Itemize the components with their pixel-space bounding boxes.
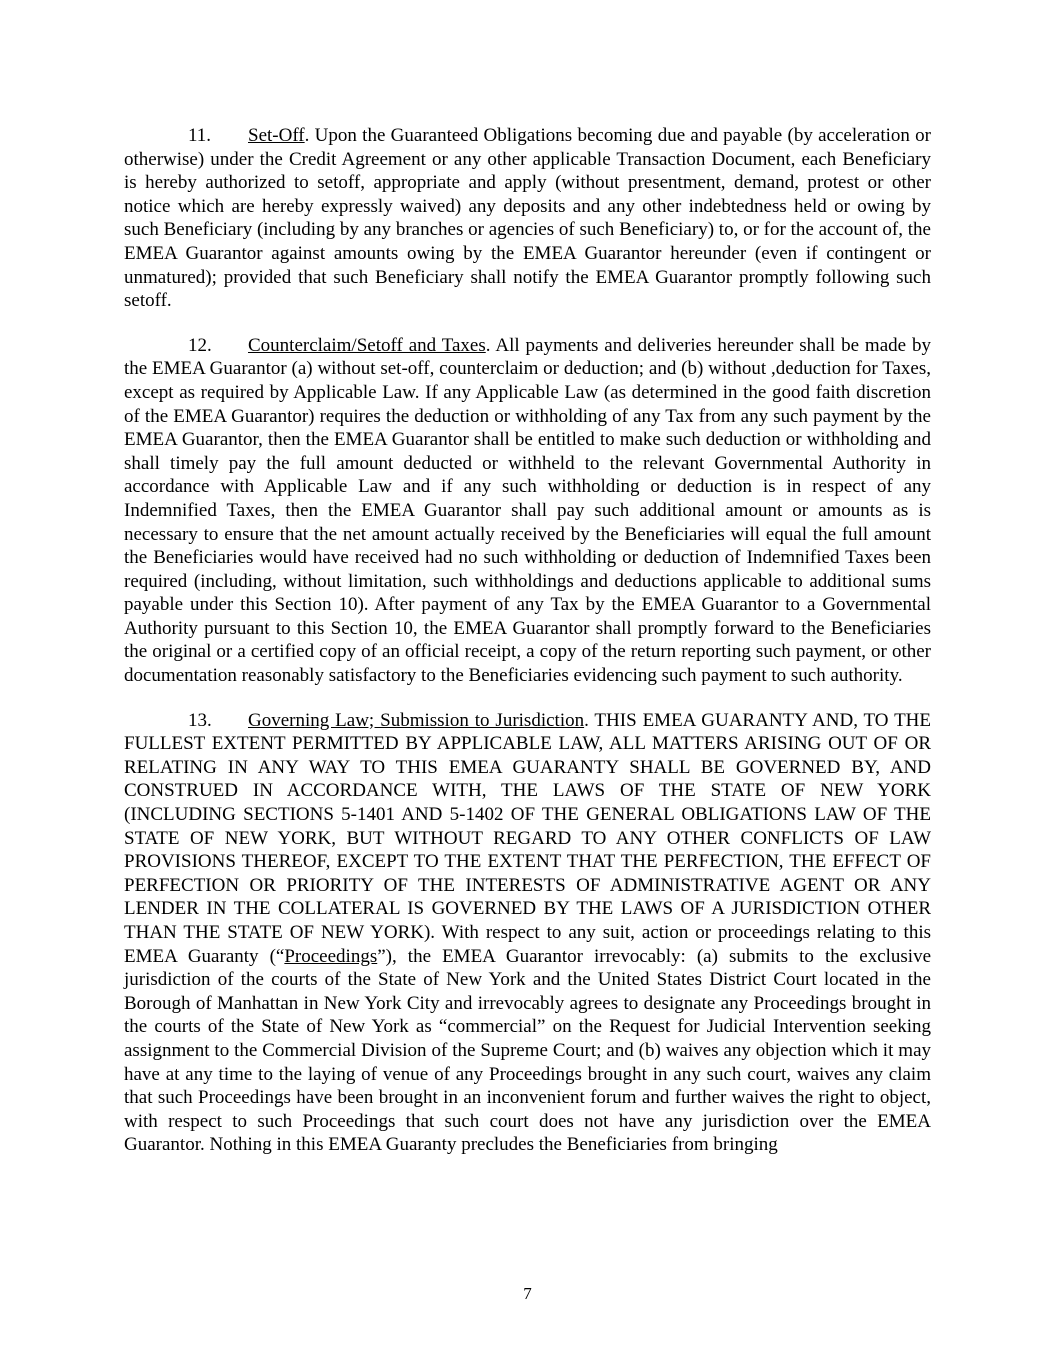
section-11-paragraph xyxy=(124,124,931,313)
defined-term: Proceedings xyxy=(284,945,378,967)
section-heading: Set-Off xyxy=(248,125,305,146)
page-number: 7 xyxy=(523,1284,532,1303)
section-body: . All payments and deliveries hereunder shall be made by the EMEA Guarantor (a) without set-off, counterclaim or deduction; and (b) without ,deduction for Taxes, except as required by Applicable Law. If any Applicable Law (as determined in the good faith discretion of the EMEA Guarantor) requires the deduction or withholding of any Tax from any such payment by the EMEA Guarantor, then the EMEA Guarantor shall be entitled to make such deduction or withholding and shall timely pay the full amount deducted or withheld to the relevant Governmental Authority in accordance with Applicable Law and if any such withholding or deduction is in respect of any Indemnified Taxes, then the EMEA Guarantor shall pay such additional amount or amounts as is necessary to ensure that the net amount actually received by the Beneficiaries will equal the full amount the Beneficiaries would have received had no such withholding or deduction of Indemnified Taxes been required (including, without limitation, such withholdings and deductions applicable to additional sums payable under this Section 10). After payment of any Tax by the EMEA Guarantor to a Governmental Authority pursuant to this Section 10, the EMEA Guarantor shall promptly forward to the Beneficiaries the original or a certified copy of an official receipt, a copy of the return reporting such payment, or other documentation reasonably satisfactory to the Beneficiaries evidencing such payment to such authority. xyxy=(124,334,931,687)
section-body: . THIS EMEA GUARANTY AND, TO THE FULLEST EXTENT PERMITTED BY APPLICABLE LAW, ALL MATTERS ARISING OUT OF OR RELATING IN ANY WAY TO THIS EMEA GUARANTY SHALL BE GOVERNED BY, AND CONSTRUED IN ACCORDANCE WITH, THE LAWS OF THE STATE OF NEW YORK (INCLUDING SECTIONS 5-1401 AND 5-1402 OF THE GENERAL OBLIGATIONS LAW OF THE STATE OF NEW YORK, BUT WITHOUT REGARD TO ANY OTHER CONFLICTS OF LAW PROVISIONS THEREOF, EXCEPT TO THE EXTENT THAT THE PERFECTION, THE EFFECT OF PERFECTION OR PRIORITY OF THE INTERESTS OF ADMINISTRATIVE AGENT OR ANY LENDER IN THE COLLATERAL IS GOVERNED BY THE LAWS OF A JURISDICTION OTHER THAN THE STATE OF NEW YORK). With respect to any suit, action or proceedings relating to this EMEA Guaranty (“ xyxy=(124,709,932,967)
section-heading: Governing Law; Submission to Jurisdiction xyxy=(248,709,585,731)
section-number: 13. xyxy=(188,709,212,731)
section-12-paragraph xyxy=(124,334,931,688)
section-body: . Upon the Guaranteed Obligations becoming due and payable (by acceleration or otherwise) under the Credit Agreement or any other applicable Transaction Document, each Beneficiary is hereby authorized to setoff, appropriate and apply (without presentment, demand, protest or other notice which are hereby expressly waived) any deposits and any other indebtedness held or owing by such Beneficiary (including by any branches or agencies of such Beneficiary) to, or for the account of, the EMEA Guarantor against amounts owing by the EMEA Guarantor hereunder (even if contingent or unmatured); provided that such Beneficiary shall notify the EMEA Guarantor promptly following such setoff. xyxy=(124,125,931,312)
section-13-paragraph xyxy=(124,709,931,1157)
section-heading: Counterclaim/Setoff and Taxes xyxy=(248,334,486,356)
section-number: 12. xyxy=(188,334,212,356)
document-page xyxy=(124,124,931,1178)
section-number: 11. xyxy=(188,125,212,146)
section-body-continued: ”), the EMEA Guarantor irrevocably: (a) submits to the exclusive jurisdiction of the courts of the State of New York and the United States District Court located in the Borough of Manhattan in New York City and irrevocably agrees to designate any Proceedings brought in the courts of the State of New York as “commercial” on the Request for Judicial Intervention seeking assignment to the Commercial Division of the Supreme Court; and (b) waives any objection which it may have at any time to the laying of venue of any Proceedings brought in any such court, waives any claim that such Proceedings have been brought in an inconvenient forum and further waives the right to object, with respect to such Proceedings that such court does not have any jurisdiction over the EMEA Guarantor. Nothing in this EMEA Guaranty precludes the Beneficiaries from bringing xyxy=(124,945,932,1156)
